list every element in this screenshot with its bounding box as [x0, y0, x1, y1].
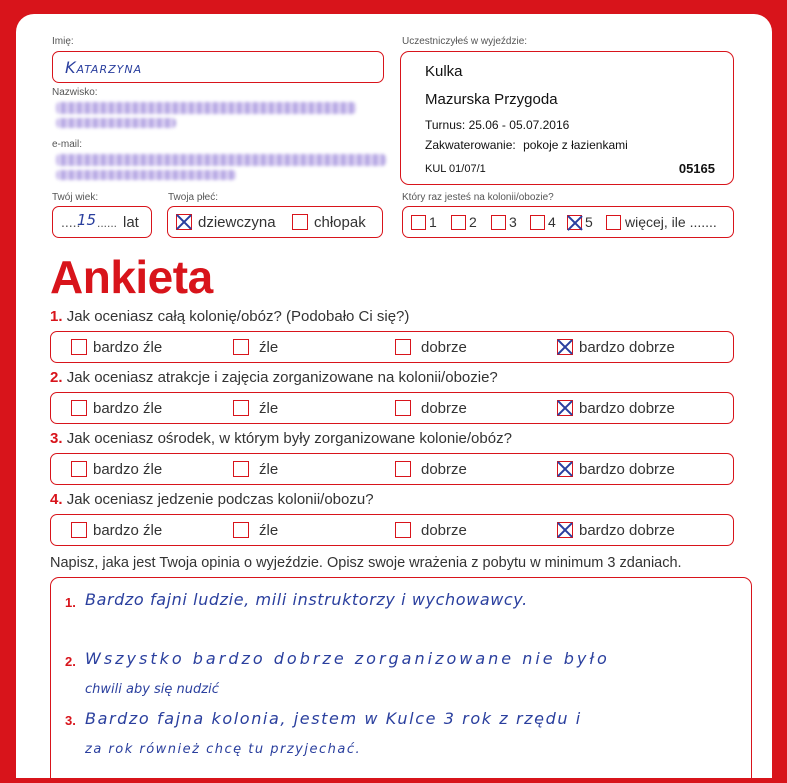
q4-checkbox-dobrze[interactable] — [395, 522, 411, 538]
q3-checkbox-dobrze[interactable] — [395, 461, 411, 477]
trip-number: 05165 — [678, 161, 715, 176]
ktory-checkbox-4[interactable] — [530, 215, 545, 230]
wiek-value: 15 — [77, 211, 97, 229]
survey-form — [16, 14, 772, 778]
ktory-option-5[interactable]: 5 — [567, 213, 593, 230]
q1-checkbox-bardzo-dobrze[interactable] — [557, 339, 573, 355]
q3-option-bardzo-dobrze[interactable]: bardzo dobrze — [557, 460, 675, 478]
q1-option-bardzo-dobrze[interactable]: bardzo dobrze — [557, 338, 675, 356]
trip-name: Kulka — [425, 63, 463, 80]
q4-option-bardzo-dobrze[interactable]: bardzo dobrze — [557, 521, 675, 539]
q4-option-zle[interactable]: źle — [233, 521, 278, 539]
q2-checkbox-bardzo-dobrze[interactable] — [557, 400, 573, 416]
opinion-num-2: 2. — [65, 654, 76, 669]
q1-option-zle[interactable]: źle — [233, 338, 278, 356]
ktory-checkbox-2[interactable] — [451, 215, 466, 230]
plec-checkbox-dziewczyna[interactable] — [176, 214, 192, 230]
q3-option-bardzo-zle[interactable]: bardzo źle — [71, 460, 162, 478]
plec-option-chlopak[interactable]: chłopak — [292, 213, 366, 231]
ktory-option-wiecej[interactable]: więcej, ile ....... — [606, 213, 717, 230]
question-4-text: 4. Jak oceniasz jedzenie podczas kolonii/obozu? — [50, 491, 374, 508]
q4-checkbox-bardzo-zle[interactable] — [71, 522, 87, 538]
ktory-option-4[interactable]: 4 — [530, 213, 556, 230]
email-redacted — [56, 154, 386, 166]
question-2-text: 2. Jak oceniasz atrakcje i zajęcia zorganizowane na kolonii/obozie? — [50, 369, 498, 386]
wiek-dots-2: ...... — [97, 216, 118, 230]
email-redacted-2 — [56, 170, 236, 180]
ktory-checkbox-wiecej[interactable] — [606, 215, 621, 230]
q2-checkbox-bardzo-zle[interactable] — [71, 400, 87, 416]
q3-option-dobrze[interactable]: dobrze — [395, 460, 467, 478]
page-title: Ankieta — [50, 251, 213, 303]
q2-option-dobrze[interactable]: dobrze — [395, 399, 467, 417]
question-4-answers — [50, 514, 734, 546]
wiek-dots: ..... — [61, 214, 81, 230]
opinion-line-2b: chwili aby się nudzić — [85, 682, 219, 697]
plec-field — [167, 206, 383, 238]
wiek-field[interactable] — [52, 206, 152, 238]
q1-option-bardzo-zle[interactable]: bardzo źle — [71, 338, 162, 356]
question-1-text: 1. Jak oceniasz całą kolonię/obóz? (Podobało Ci się?) — [50, 308, 410, 325]
q2-checkbox-zle[interactable] — [233, 400, 249, 416]
q1-option-dobrze[interactable]: dobrze — [395, 338, 467, 356]
ktory-checkbox-3[interactable] — [491, 215, 506, 230]
nazwisko-redacted-2 — [56, 118, 176, 128]
question-3-text: 3. Jak oceniasz ośrodek, w którym były zorganizowane kolonie/obóz? — [50, 430, 512, 447]
nazwisko-label: Nazwisko: — [52, 87, 98, 98]
q3-option-zle[interactable]: źle — [233, 460, 278, 478]
q2-option-zle[interactable]: źle — [233, 399, 278, 417]
ktory-option-1[interactable]: 1 — [411, 213, 437, 230]
zakwaterowanie-label: Zakwaterowanie: — [425, 138, 516, 152]
opinion-line-3: Bardzo fajna kolonia, jestem w Kulce 3 rok z rzędu i — [85, 709, 582, 728]
opinion-line-3b: za rok również chcę tu przyjechać. — [85, 742, 362, 757]
trip-zakwaterowanie — [425, 138, 628, 152]
question-3-answers — [50, 453, 734, 485]
trip-kul-code: KUL 01/07/1 — [425, 163, 486, 175]
opinion-num-3: 3. — [65, 713, 76, 728]
q4-checkbox-zle[interactable] — [233, 522, 249, 538]
ktory-option-2[interactable]: 2 — [451, 213, 477, 230]
zakwaterowanie-value: pokoje z łazienkami — [523, 138, 628, 152]
nazwisko-redacted — [56, 102, 356, 114]
opinion-num-1: 1. — [65, 595, 76, 610]
wiek-unit: lat — [123, 214, 139, 231]
plec-checkbox-chlopak[interactable] — [292, 214, 308, 230]
question-1-answers — [50, 331, 734, 363]
trip-turnus: Turnus: 25.06 - 05.07.2016 — [425, 118, 570, 132]
ktory-label: Który raz jesteś na kolonii/obozie? — [402, 192, 554, 203]
q1-checkbox-zle[interactable] — [233, 339, 249, 355]
imie-label: Imię: — [52, 36, 74, 47]
q1-checkbox-bardzo-zle[interactable] — [71, 339, 87, 355]
q1-checkbox-dobrze[interactable] — [395, 339, 411, 355]
question-2-answers — [50, 392, 734, 424]
ktory-option-3[interactable]: 3 — [491, 213, 517, 230]
q3-checkbox-bardzo-zle[interactable] — [71, 461, 87, 477]
q2-checkbox-dobrze[interactable] — [395, 400, 411, 416]
opinion-line-2: Wszystko bardzo dobrze zorganizowane nie było — [85, 649, 610, 668]
opinion-textarea[interactable] — [50, 577, 752, 778]
q2-option-bardzo-zle[interactable]: bardzo źle — [71, 399, 162, 417]
q2-option-bardzo-dobrze[interactable]: bardzo dobrze — [557, 399, 675, 417]
opinion-line-1: Bardzo fajni ludzie, mili instruktorzy i wychowawcy. — [85, 590, 528, 609]
q3-checkbox-bardzo-dobrze[interactable] — [557, 461, 573, 477]
plec-label: Twoja płeć: — [168, 192, 219, 203]
trip-box — [400, 51, 734, 185]
q4-checkbox-bardzo-dobrze[interactable] — [557, 522, 573, 538]
q3-checkbox-zle[interactable] — [233, 461, 249, 477]
trip-subname: Mazurska Przygoda — [425, 91, 558, 108]
opinion-prompt: Napisz, jaka jest Twoja opinia o wyjeździe. Opisz swoje wrażenia z pobytu w minimum 3 zdaniach. — [50, 555, 682, 571]
email-label: e-mail: — [52, 139, 83, 150]
imie-field[interactable] — [52, 51, 384, 83]
trip-label: Uczestniczyłeś w wyjeździe: — [402, 36, 528, 47]
q4-option-bardzo-zle[interactable]: bardzo źle — [71, 521, 162, 539]
q4-option-dobrze[interactable]: dobrze — [395, 521, 467, 539]
wiek-label: Twój wiek: — [52, 192, 99, 203]
plec-option-dziewczyna[interactable]: dziewczyna — [176, 213, 276, 231]
ktory-field — [402, 206, 734, 238]
imie-value: Katarzyna — [65, 58, 143, 77]
ktory-checkbox-1[interactable] — [411, 215, 426, 230]
ktory-checkbox-5[interactable] — [567, 215, 582, 230]
